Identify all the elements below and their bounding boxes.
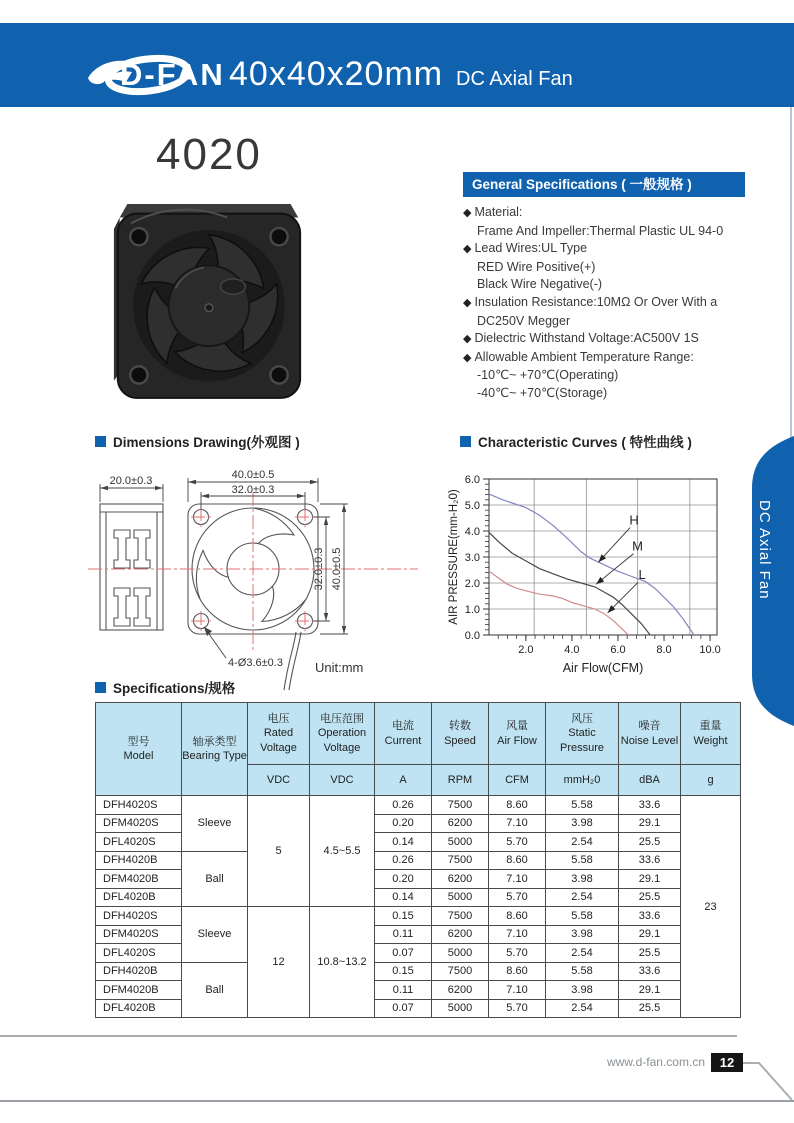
rated-voltage-cell: 12 xyxy=(248,907,310,1018)
dim-front-width: 40.0±0.5 xyxy=(231,469,275,481)
value-cell: 25.5 xyxy=(619,833,681,852)
spec-line: ◆ Lead Wires:UL Type xyxy=(463,241,588,256)
bearing-cell: Ball xyxy=(182,851,248,907)
column-header: 电压 Rated Voltage xyxy=(248,703,310,765)
value-cell: 7500 xyxy=(432,796,489,815)
spec-line: -40℃~ +70℃(Storage) xyxy=(477,385,608,400)
rated-voltage-cell: 5 xyxy=(248,796,310,907)
model-cell: DFL4020B xyxy=(96,888,182,907)
general-specs-header: General Specifications ( 一般规格 ) xyxy=(463,172,745,197)
website-url: www.d-fan.com.cn xyxy=(606,1055,705,1069)
bearing-cell: Ball xyxy=(182,962,248,1018)
value-cell: 8.60 xyxy=(489,851,546,870)
model-cell: DFH4020S xyxy=(96,796,182,815)
table-row xyxy=(96,962,741,981)
model-heading: 4020 xyxy=(156,130,262,179)
general-specs-list xyxy=(463,204,763,403)
operation-voltage-cell: 10.8~13.2 xyxy=(310,907,375,1018)
value-cell: 7500 xyxy=(432,851,489,870)
value-cell: 33.6 xyxy=(619,796,681,815)
section-bullet-icon xyxy=(95,682,106,693)
model-cell: DFH4020B xyxy=(96,962,182,981)
footer-rule-top xyxy=(0,1035,737,1037)
y-axis-label: AIR PRESSURE(mm-H₂0) xyxy=(448,489,460,625)
value-cell: 25.5 xyxy=(619,999,681,1018)
dim-hole-pitch-h: 32.0±0.3 xyxy=(231,484,275,496)
unit-cell: CFM xyxy=(489,765,546,796)
value-cell: 8.60 xyxy=(489,796,546,815)
column-header: 风量 Air Flow xyxy=(489,703,546,765)
footer-rule-bottom xyxy=(0,1100,794,1102)
model-cell: DFM4020B xyxy=(96,981,182,1000)
value-cell: 5000 xyxy=(432,888,489,907)
bearing-cell: Sleeve xyxy=(182,796,248,852)
model-cell: DFH4020B xyxy=(96,851,182,870)
value-cell: 0.26 xyxy=(375,851,432,870)
value-cell: 0.15 xyxy=(375,962,432,981)
value-cell: 5.58 xyxy=(546,851,619,870)
value-cell: 5000 xyxy=(432,833,489,852)
x-tick-label: 6.0 xyxy=(610,644,626,656)
curve-L xyxy=(489,571,628,635)
spec-line: ◆ Material: xyxy=(463,205,523,219)
column-header: 重量 Weight xyxy=(681,703,741,765)
value-cell: 6200 xyxy=(432,925,489,944)
unit-cell: RPM xyxy=(432,765,489,796)
dim-depth: 20.0±0.3 xyxy=(109,475,153,487)
unit-cell: g xyxy=(681,765,741,796)
value-cell: 2.54 xyxy=(546,944,619,963)
specifications-table xyxy=(95,702,741,1018)
value-cell: 3.98 xyxy=(546,981,619,1000)
value-cell: 0.14 xyxy=(375,888,432,907)
y-tick-label: 0.0 xyxy=(464,630,480,642)
value-cell: 33.6 xyxy=(619,962,681,981)
table-row xyxy=(96,796,741,815)
unit-cell: dBA xyxy=(619,765,681,796)
curve-label-M: M xyxy=(632,538,643,554)
value-cell: 33.6 xyxy=(619,907,681,926)
y-tick-label: 3.0 xyxy=(464,552,480,564)
value-cell: 3.98 xyxy=(546,814,619,833)
curve-label-H: H xyxy=(629,512,639,528)
value-cell: 7.10 xyxy=(489,814,546,833)
spec-line: ◆ Insulation Resistance:10MΩ Or Over With a xyxy=(463,294,718,309)
y-tick-label: 2.0 xyxy=(464,578,480,590)
dimensions-section-title: Dimensions Drawing(外观图 ) xyxy=(95,431,300,452)
column-header: 型号 Model xyxy=(96,703,182,796)
value-cell: 25.5 xyxy=(619,944,681,963)
side-tab-label: DC Axial Fan xyxy=(756,500,773,600)
curves-section-title: Characteristic Curves ( 特性曲线 ) xyxy=(460,431,692,452)
weight-cell: 23 xyxy=(681,796,741,1018)
diamond-bullet-icon: ◆ xyxy=(463,207,472,219)
value-cell: 8.60 xyxy=(489,962,546,981)
value-cell: 5.70 xyxy=(489,999,546,1018)
value-cell: 0.15 xyxy=(375,907,432,926)
section-bullet-icon xyxy=(460,436,471,447)
value-cell: 7500 xyxy=(432,962,489,981)
table-header-row xyxy=(96,703,741,765)
value-cell: 7.10 xyxy=(489,925,546,944)
footer-corner-line xyxy=(740,1050,794,1105)
spec-line: RED Wire Positive(+) xyxy=(477,259,596,274)
x-tick-label: 2.0 xyxy=(518,644,534,656)
spec-section-title: Specifications/规格 xyxy=(95,677,235,698)
dim-hole-pitch-v: 32.0±0.3 xyxy=(313,547,325,591)
page-edge-line xyxy=(790,107,792,455)
value-cell: 6200 xyxy=(432,870,489,889)
y-tick-label: 4.0 xyxy=(464,526,480,538)
value-cell: 5.58 xyxy=(546,796,619,815)
value-cell: 2.54 xyxy=(546,999,619,1018)
column-header: 噪音 Noise Level xyxy=(619,703,681,765)
y-tick-label: 5.0 xyxy=(464,500,480,512)
value-cell: 29.1 xyxy=(619,814,681,833)
x-tick-label: 10.0 xyxy=(699,644,721,656)
curve-H xyxy=(489,494,694,635)
table-row xyxy=(96,851,741,870)
model-cell: DFM4020S xyxy=(96,925,182,944)
spec-line: -10℃~ +70℃(Operating) xyxy=(477,368,619,383)
value-cell: 0.14 xyxy=(375,833,432,852)
dimensions-drawing xyxy=(88,462,448,697)
page-title: 40x40x20mm xyxy=(229,55,444,93)
value-cell: 29.1 xyxy=(619,925,681,944)
x-axis-label: Air Flow(CFM) xyxy=(562,661,644,675)
section-bullet-icon xyxy=(95,436,106,447)
model-cell: DFH4020S xyxy=(96,907,182,926)
curve-M xyxy=(489,532,650,635)
model-cell: DFL4020S xyxy=(96,833,182,852)
value-cell: 29.1 xyxy=(619,981,681,1000)
spec-line: Frame And Impeller:Thermal Plastic UL 94-0 xyxy=(477,223,724,238)
curve-label-L: L xyxy=(638,567,646,583)
model-cell: DFL4020B xyxy=(96,999,182,1018)
x-tick-label: 8.0 xyxy=(656,644,672,656)
value-cell: 5.58 xyxy=(546,962,619,981)
column-header: 电流 Current xyxy=(375,703,432,765)
fan-product-photo xyxy=(112,202,304,400)
value-cell: 5000 xyxy=(432,999,489,1018)
value-cell: 5.70 xyxy=(489,888,546,907)
dim-front-height: 40.0±0.5 xyxy=(331,547,343,591)
value-cell: 8.60 xyxy=(489,907,546,926)
value-cell: 7.10 xyxy=(489,870,546,889)
table-row xyxy=(96,907,741,926)
value-cell: 0.20 xyxy=(375,814,432,833)
diamond-bullet-icon: ◆ xyxy=(463,351,472,364)
value-cell: 2.54 xyxy=(546,888,619,907)
model-cell: DFM4020B xyxy=(96,870,182,889)
dim-holes-note: 4-Ø3.6±0.3 xyxy=(228,657,283,669)
characteristic-curves-chart xyxy=(445,452,750,680)
spec-line: ◆ Allowable Ambient Temperature Range: xyxy=(463,349,694,364)
value-cell: 5000 xyxy=(432,944,489,963)
value-cell: 0.20 xyxy=(375,870,432,889)
model-cell: DFL4020S xyxy=(96,944,182,963)
column-header: 轴承类型 Bearing Type xyxy=(182,703,248,796)
value-cell: 33.6 xyxy=(619,851,681,870)
spec-line: Black Wire Negative(-) xyxy=(477,277,603,292)
value-cell: 0.07 xyxy=(375,999,432,1018)
unit-cell: VDC xyxy=(310,765,375,796)
value-cell: 6200 xyxy=(432,814,489,833)
value-cell: 5.70 xyxy=(489,833,546,852)
column-header: 电压范围 Operation Voltage xyxy=(310,703,375,765)
unit-cell: VDC xyxy=(248,765,310,796)
column-header: 转数 Speed xyxy=(432,703,489,765)
value-cell: 29.1 xyxy=(619,870,681,889)
value-cell: 0.26 xyxy=(375,796,432,815)
operation-voltage-cell: 4.5~5.5 xyxy=(310,796,375,907)
value-cell: 3.98 xyxy=(546,925,619,944)
bearing-cell: Sleeve xyxy=(182,907,248,963)
value-cell: 2.54 xyxy=(546,833,619,852)
diamond-bullet-icon: ◆ xyxy=(463,333,472,346)
value-cell: 3.98 xyxy=(546,870,619,889)
model-cell: DFM4020S xyxy=(96,814,182,833)
spec-line: ◆ Dielectric Withstand Voltage:AC500V 1S xyxy=(463,331,699,346)
header-band xyxy=(0,23,794,107)
value-cell: 5.70 xyxy=(489,944,546,963)
value-cell: 0.11 xyxy=(375,981,432,1000)
y-tick-label: 6.0 xyxy=(464,474,480,486)
value-cell: 7.10 xyxy=(489,981,546,1000)
diamond-bullet-icon: ◆ xyxy=(463,243,472,256)
x-tick-label: 4.0 xyxy=(564,644,580,656)
y-tick-label: 1.0 xyxy=(464,604,480,616)
page-subtitle: DC Axial Fan xyxy=(456,68,573,90)
value-cell: 6200 xyxy=(432,981,489,1000)
page-number-badge: 12 xyxy=(711,1053,743,1072)
value-cell: 25.5 xyxy=(619,888,681,907)
diamond-bullet-icon: ◆ xyxy=(463,296,472,309)
value-cell: 5.58 xyxy=(546,907,619,926)
unit-note: Unit:mm xyxy=(315,660,364,675)
value-cell: 7500 xyxy=(432,907,489,926)
value-cell: 0.11 xyxy=(375,925,432,944)
spec-line: DC250V Megger xyxy=(477,313,571,328)
dimension-arrows xyxy=(100,480,346,636)
unit-cell: A xyxy=(375,765,432,796)
column-header: 风压 Static Pressure xyxy=(546,703,619,765)
brand-text: D-FAN xyxy=(120,57,225,92)
unit-cell: mmH₂0 xyxy=(546,765,619,796)
value-cell: 0.07 xyxy=(375,944,432,963)
